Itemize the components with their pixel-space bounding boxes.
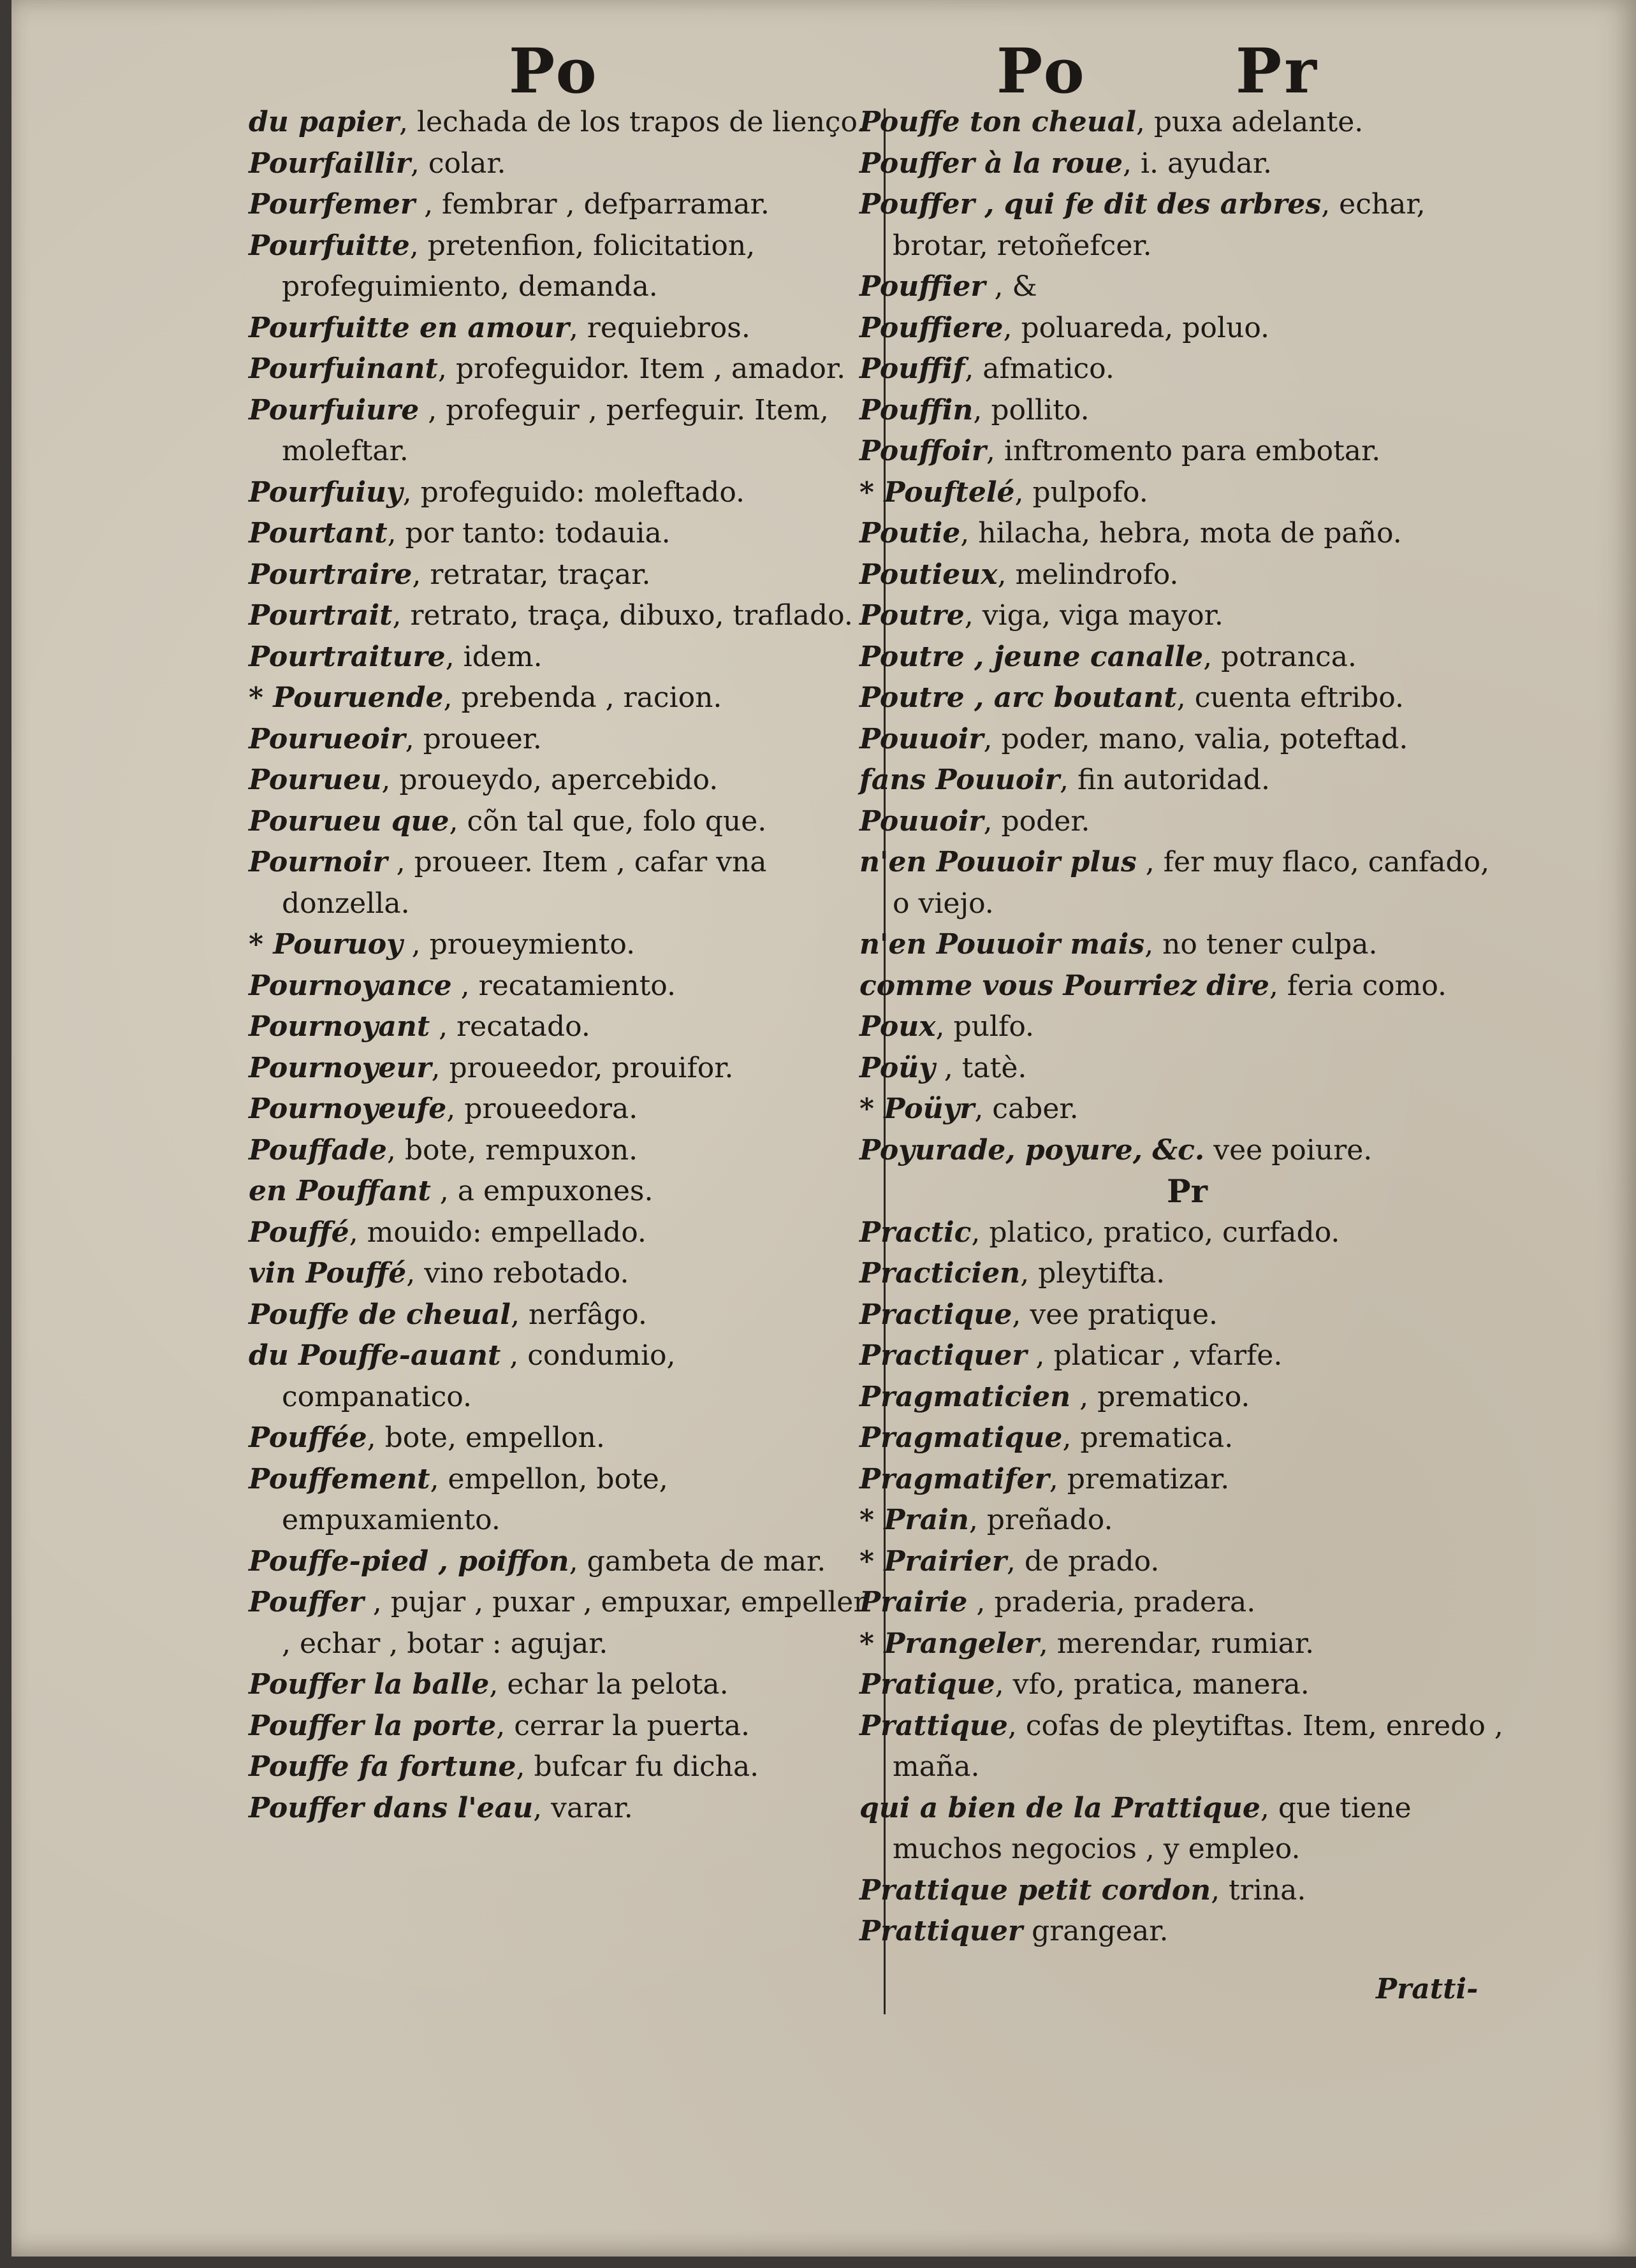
headword: * Poüyr <box>859 1093 975 1125</box>
dictionary-entry <box>859 842 1515 924</box>
definition: , potranca. <box>1203 640 1357 673</box>
dictionary-entry <box>249 1664 873 1706</box>
dictionary-entry <box>249 349 873 390</box>
definition: , bote, empellon. <box>367 1421 605 1454</box>
definition: , hilacha, hebra, mota de paño. <box>960 517 1402 549</box>
headword: * Pouruende <box>249 681 444 714</box>
dictionary-entry <box>859 1253 1515 1295</box>
headword: Pouffer dans l'eau <box>249 1791 534 1824</box>
dictionary-entry <box>249 1459 873 1541</box>
definition: , proueedor, prouifor. <box>431 1051 734 1084</box>
definition: , empellon, bote, empuxamiento. <box>282 1462 668 1536</box>
headword: n'en Pouuoir plus <box>859 846 1137 878</box>
definition: , melindrofo. <box>997 558 1179 591</box>
dictionary-entry <box>859 1706 1515 1788</box>
dictionary-entry <box>249 1747 873 1788</box>
headword: Pournoyant <box>249 1010 430 1043</box>
definition: , merendar, rumiar. <box>1039 1627 1315 1660</box>
headword: Poutieux <box>859 558 998 591</box>
definition: , poder, mano, valia, poteftad. <box>983 722 1408 755</box>
headword: Practiquer <box>859 1339 1027 1372</box>
headword: Pouffier <box>859 270 986 303</box>
dictionary-entry <box>859 390 1515 432</box>
headword: Prattiquer <box>859 1915 1023 1947</box>
headword: du Pouffe-auant <box>249 1339 501 1372</box>
definition: , & <box>985 270 1037 303</box>
definition: , profeguidor. Item , amador. <box>437 353 846 385</box>
running-head-center: Po <box>997 35 1087 107</box>
dictionary-entry <box>249 1089 873 1130</box>
headword: Pourfuitte <box>249 229 410 262</box>
definition: , recatado. <box>430 1010 590 1043</box>
definition: , condumio, companatico. <box>282 1339 676 1413</box>
headword: Poyurade, poyure, &c. <box>859 1133 1205 1167</box>
dictionary-entry <box>859 143 1515 185</box>
dictionary-entry <box>859 1788 1515 1870</box>
definition: , fin autoridad. <box>1060 764 1271 796</box>
dictionary-entry <box>859 924 1515 966</box>
dictionary-entry <box>249 1007 873 1048</box>
headword: comme vous Pourriez dire <box>859 969 1269 1002</box>
definition: , por tanto: todauia. <box>387 517 671 549</box>
definition: , retrato, traça, dibuxo, traflado. <box>392 599 853 632</box>
dictionary-entry <box>859 719 1515 760</box>
definition: , profeguir , perfeguir. Item, moleftar. <box>282 393 829 467</box>
definition: , mouido: empellado. <box>349 1216 646 1249</box>
headword: Pouffée <box>249 1421 367 1454</box>
headword: Pournoir <box>249 846 388 878</box>
headword: Pourfuiuy <box>249 476 403 509</box>
definition: , profeguido: moleftado. <box>402 476 745 509</box>
dictionary-entry <box>249 308 873 349</box>
definition: , prematizar. <box>1049 1462 1230 1495</box>
running-head-left: Po <box>509 35 599 107</box>
dictionary-entry <box>249 678 873 719</box>
headword: Pouuoir <box>859 804 984 838</box>
headword: Poüy <box>859 1051 935 1084</box>
definition: , viga, viga mayor. <box>964 599 1223 632</box>
dictionary-entry <box>249 801 873 843</box>
headword: Pourtrait <box>249 599 393 632</box>
headword: Pratique <box>859 1668 995 1701</box>
dictionary-entry <box>859 472 1515 514</box>
headword: Pournoyeufe <box>249 1093 447 1125</box>
definition: , retratar, traçar. <box>412 558 651 591</box>
definition: , fembrar , defparramar. <box>415 188 770 221</box>
headword: Pouffiere <box>859 311 1004 344</box>
dictionary-entry <box>859 1582 1515 1624</box>
dictionary-entry <box>859 555 1515 596</box>
dictionary-entry <box>249 1335 873 1418</box>
headword: Pourfuitte en amour <box>249 311 569 344</box>
headword: Pragmatique <box>859 1421 1063 1454</box>
definition: , gambeta de mar. <box>569 1545 826 1578</box>
dictionary-entry <box>859 184 1515 266</box>
dictionary-entry <box>249 1171 873 1212</box>
dictionary-entry <box>249 143 873 185</box>
dictionary-entry <box>249 760 873 801</box>
headword: Practic <box>859 1216 972 1249</box>
catchword: Pratti- <box>1376 1973 1479 2005</box>
definition: , platicar , vfarfe. <box>1026 1339 1283 1372</box>
headword: Pouffe ton cheual <box>859 106 1136 138</box>
headword: Poutre <box>859 599 965 632</box>
headword: Pournoyeur <box>249 1051 432 1084</box>
dictionary-entry <box>859 1295 1515 1336</box>
dictionary-entry <box>859 801 1515 843</box>
headword: Prattique petit cordon <box>859 1873 1211 1907</box>
left-column <box>249 102 873 1829</box>
dictionary-entry <box>859 1048 1515 1089</box>
headword: en Pouffant <box>249 1175 431 1207</box>
definition: , que tiene muchos negocios , y empleo. <box>893 1791 1412 1865</box>
definition: , varar. <box>533 1791 633 1824</box>
dictionary-entry <box>249 102 873 143</box>
dictionary-entry <box>859 1541 1515 1583</box>
dictionary-entry <box>859 678 1515 719</box>
headword: Pourfemer <box>249 188 416 221</box>
headword: du papier <box>249 106 400 138</box>
dictionary-entry <box>249 1295 873 1336</box>
headword: Pourtraiture <box>249 640 446 673</box>
dictionary-entry <box>859 966 1515 1007</box>
dictionary-page <box>11 0 1636 2257</box>
definition: , prematico. <box>1070 1380 1250 1413</box>
definition: , pulfo. <box>935 1010 1035 1043</box>
definition: , puxa adelante. <box>1136 106 1364 138</box>
definition: , pollito. <box>973 393 1090 426</box>
definition: , proueer. <box>405 722 542 755</box>
definition: , poluareda, poluo. <box>1003 311 1270 344</box>
definition: , pleytifta. <box>1020 1257 1165 1290</box>
dictionary-entry <box>249 513 873 555</box>
definition: , praderia, pradera. <box>967 1586 1256 1618</box>
dictionary-entry <box>859 1418 1515 1459</box>
definition: , proueydo, apercebido. <box>381 764 719 796</box>
dictionary-entry <box>859 1377 1515 1418</box>
definition: , colar. <box>410 147 506 180</box>
definition: , feria como. <box>1269 969 1447 1002</box>
definition: , vfo, pratica, manera. <box>995 1668 1310 1701</box>
headword: Pouffade <box>249 1133 387 1167</box>
headword: Poutre , arc boutant <box>859 681 1177 714</box>
definition: , fer muy flaco, canfado, o viejo. <box>893 846 1490 920</box>
definition: , proueedora. <box>446 1093 638 1125</box>
dictionary-entry <box>249 390 873 472</box>
headword: * Prairier <box>859 1545 1007 1578</box>
dictionary-entry <box>249 595 873 637</box>
dictionary-entry <box>249 1541 873 1583</box>
dictionary-entry <box>859 1007 1515 1048</box>
definition: , echar la pelota. <box>489 1668 729 1701</box>
headword: Pouffer la balle <box>249 1668 490 1701</box>
definition: , platico, pratico, curfado. <box>971 1216 1340 1249</box>
definition: , afmatico. <box>965 353 1114 385</box>
definition: , inftromento para embotar. <box>986 435 1381 467</box>
section-heading: Pr <box>1167 1172 1208 1210</box>
definition: , prebenda , racion. <box>443 681 722 714</box>
headword: Pouffer , qui fe dit des arbres <box>859 188 1322 221</box>
headword: Pouffer <box>249 1586 364 1618</box>
definition: , pretenfion, folicitation, profeguimiento, demanda. <box>282 229 756 303</box>
headword: Pourueu que <box>249 804 449 838</box>
headword: n'en Pouuoir mais <box>859 928 1145 961</box>
dictionary-entry <box>249 719 873 760</box>
headword: Pouffe de cheual <box>249 1298 511 1331</box>
headword: Pouuoir <box>859 722 984 755</box>
definition: , echar, brotar, retoñefcer. <box>893 188 1426 262</box>
definition: , proueymiento. <box>402 928 636 961</box>
definition: , pujar , puxar , empuxar, empeller , echar , botar : agujar. <box>282 1586 867 1660</box>
definition: , tatè. <box>935 1051 1027 1084</box>
headword: qui a bien de la Prattique <box>859 1791 1260 1824</box>
dictionary-entry <box>859 1212 1515 1254</box>
headword: * Pouftelé <box>859 476 1015 509</box>
dictionary-entry <box>249 1212 873 1254</box>
headword: Pouffer la porte <box>249 1709 497 1742</box>
headword: Poux <box>859 1010 936 1043</box>
definition: , vee pratique. <box>1012 1298 1218 1331</box>
dictionary-entry <box>249 1418 873 1459</box>
dictionary-entry <box>249 1582 873 1664</box>
definition: , bote, rempuxon. <box>386 1133 638 1167</box>
definition: , cerrar la puerta. <box>496 1709 750 1742</box>
definition: , nerfâgo. <box>511 1298 647 1331</box>
dictionary-entry <box>859 1911 1515 1952</box>
headword: Poutre , jeune canalle <box>859 640 1204 673</box>
dictionary-entry <box>859 760 1515 801</box>
dictionary-entry <box>859 1870 1515 1912</box>
headword: Poutie <box>859 517 961 549</box>
definition: , cofas de pleytiftas. Item, enredo , maña. <box>893 1709 1503 1783</box>
definition: vee poiure. <box>1204 1133 1373 1167</box>
headword: Pourueoir <box>249 722 405 755</box>
dictionary-entry <box>859 1130 1515 1172</box>
definition: , cuenta eftribo. <box>1176 681 1404 714</box>
headword: * Pouruoy <box>249 928 403 961</box>
headword: Practique <box>859 1298 1012 1331</box>
dictionary-entry <box>249 637 873 678</box>
definition: , proueer. Item , cafar vna donzella. <box>282 846 767 920</box>
definition: , recatamiento. <box>451 969 676 1002</box>
dictionary-entry <box>859 1089 1515 1130</box>
dictionary-entry <box>859 102 1515 143</box>
dictionary-entry <box>859 513 1515 555</box>
right-column <box>859 102 1515 1952</box>
headword: Pouffin <box>859 393 974 426</box>
dictionary-entry <box>249 472 873 514</box>
headword: Pouffif <box>859 353 965 385</box>
definition: , no tener culpa. <box>1144 928 1378 961</box>
headword: Pourueu <box>249 764 382 796</box>
dictionary-entry <box>249 842 873 924</box>
headword: Practicien <box>859 1257 1021 1290</box>
dictionary-entry <box>859 1500 1515 1541</box>
headword: * Prain <box>859 1504 969 1536</box>
definition: , cõn tal que, folo que. <box>449 804 767 838</box>
dictionary-entry <box>859 637 1515 678</box>
dictionary-entry <box>249 966 873 1007</box>
definition: , idem. <box>445 640 543 673</box>
dictionary-entry <box>249 1706 873 1747</box>
definition: , i. ayudar. <box>1123 147 1273 180</box>
dictionary-entry <box>249 555 873 596</box>
dictionary-entry <box>249 184 873 226</box>
dictionary-entry <box>249 1788 873 1829</box>
dictionary-entry <box>859 266 1515 308</box>
headword: Pouffe-pied , poiffon <box>249 1545 569 1578</box>
dictionary-entry <box>249 1048 873 1089</box>
definition: , bufcar fu dicha. <box>516 1750 759 1783</box>
definition: , lechada de los trapos de lienço. <box>399 106 866 138</box>
dictionary-entry <box>859 1664 1515 1706</box>
headword: Pourfuiure <box>249 393 420 426</box>
definition: , trina. <box>1211 1873 1306 1907</box>
definition: , de prado. <box>1006 1545 1160 1578</box>
definition: grangear. <box>1023 1915 1169 1947</box>
dictionary-entry <box>859 595 1515 637</box>
dictionary-entry <box>859 431 1515 472</box>
headword: Pouffe fa fortune <box>249 1750 516 1783</box>
definition: , poder. <box>983 804 1090 838</box>
dictionary-entry <box>249 924 873 966</box>
headword: Pourfaillir <box>249 147 411 180</box>
headword: Pourtraire <box>249 558 413 591</box>
definition: , preñado. <box>968 1504 1113 1536</box>
running-head-right: Pr <box>1236 35 1319 107</box>
dictionary-entry <box>249 226 873 308</box>
headword: Prairie <box>859 1586 968 1618</box>
definition: , caber. <box>974 1093 1079 1125</box>
definition: , vino rebotado. <box>406 1257 629 1290</box>
headword: Pragmatifer <box>859 1462 1049 1495</box>
definition: , requiebros. <box>569 311 750 344</box>
headword: Pouffé <box>249 1216 349 1249</box>
headword: Pouffement <box>249 1462 430 1495</box>
headword: Pourtant <box>249 517 388 549</box>
headword: * Prangeler <box>859 1627 1039 1660</box>
definition: , pulpofo. <box>1014 476 1148 509</box>
headword: vin Pouffé <box>249 1257 407 1290</box>
headword: Pournoyance <box>249 969 452 1002</box>
headword: Pourfuinant <box>249 353 438 385</box>
dictionary-entry <box>859 308 1515 349</box>
headword: fans Pouuoir <box>859 764 1060 796</box>
dictionary-entry <box>859 349 1515 390</box>
headword: Pouffer à la roue <box>859 147 1123 180</box>
headword: Prattique <box>859 1709 1008 1742</box>
dictionary-entry <box>859 1459 1515 1501</box>
dictionary-entry <box>249 1253 873 1295</box>
dictionary-entry <box>859 1624 1515 1665</box>
definition: , prematica. <box>1062 1421 1234 1454</box>
dictionary-entry <box>859 1335 1515 1377</box>
definition: , a empuxones. <box>430 1175 654 1207</box>
headword: Pragmaticien <box>859 1380 1071 1413</box>
dictionary-entry <box>249 1130 873 1172</box>
headword: Pouffoir <box>859 435 986 467</box>
